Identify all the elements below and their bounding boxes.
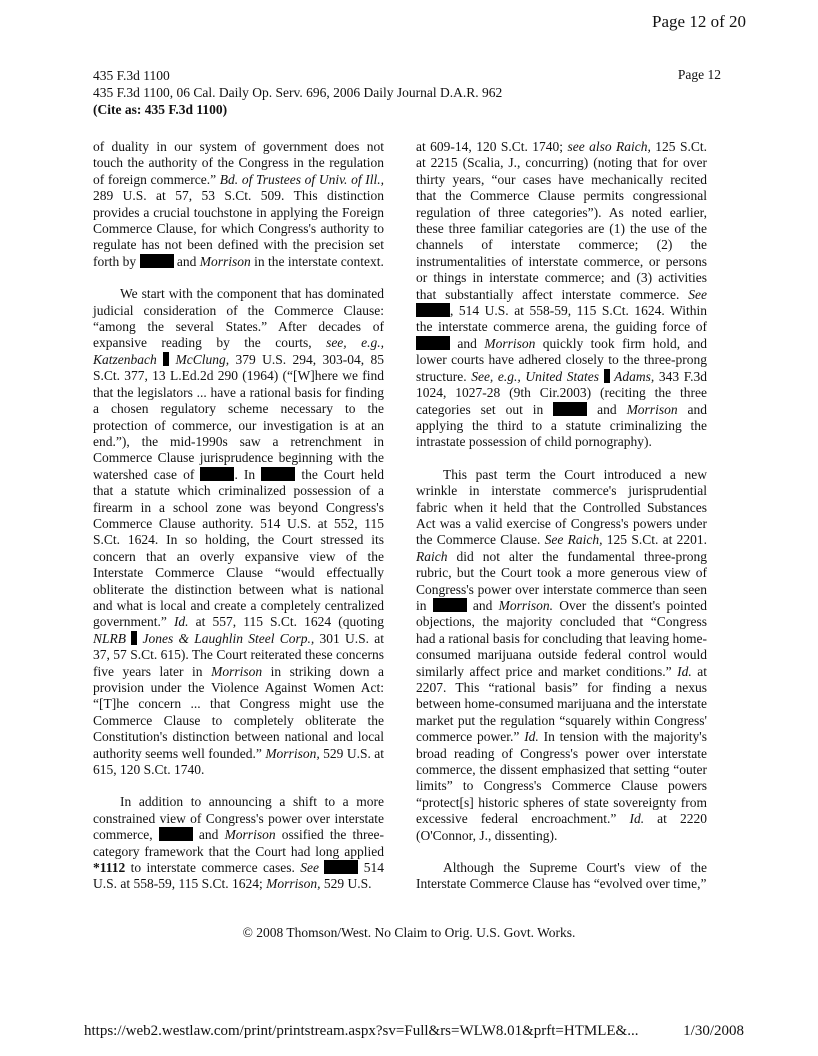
text-run: 529 U.S. at 615, 120 S.Ct. 1740. <box>93 745 384 778</box>
text-run: This past term the Court introduced a new wrinkle in interstate commerce's jurisprudential fabric when it held that the Controlled Substances Act was a valid exercise of Congress's powers under the Commerce Clause. <box>416 466 707 548</box>
text-run: 343 F.3d 1024, 1027-28 (9th Cir.2003) (reciting the three categories set out in <box>416 368 708 417</box>
text-run: at 2207. This “rational basis” for finding a nexus between home-consumed marijuana and the interstate market put the regulation “squarely within Congress' commerce power.” <box>416 663 707 745</box>
text-run: did not alter the fundamental three-prong rubric, but the Court took a more generous view of Congress's power over interstate commerce than seen in <box>416 548 707 613</box>
right-column <box>416 139 707 909</box>
text-run: Morrison <box>626 401 678 417</box>
text-run: at 557, 115 S.Ct. 1624 (quoting <box>188 614 384 630</box>
parallel-citations: 435 F.3d 1100, 06 Cal. Daily Op. Serv. 696, 2006 Daily Journal D.A.R. 962 <box>93 85 503 100</box>
text-run: see also Raich, <box>567 139 651 154</box>
text-run: Morrison, <box>265 745 320 761</box>
text-run: Raich <box>416 548 448 564</box>
text-run: In addition to announcing a shift to a more constrained view of Congress's power over interstate commerce, <box>93 794 384 843</box>
paragraph <box>416 467 707 844</box>
text-run: 301 U.S. at 37, 57 S.Ct. 615). The Court reiterated these concerns five years later in <box>93 630 384 679</box>
text-run: See <box>688 286 707 302</box>
paragraph <box>93 139 384 270</box>
text-run: See Raich, <box>544 532 603 548</box>
text-run: *1112 <box>93 860 126 876</box>
redaction <box>200 467 234 481</box>
text-run: and <box>466 597 499 613</box>
redaction <box>324 860 358 874</box>
text-run: to interstate commerce cases. <box>125 860 301 876</box>
redaction <box>261 467 295 481</box>
text-run: and applying the third to a statute criminalizing the intrastate possession of child pornography). <box>416 401 708 450</box>
text-run: quickly took firm hold, and lower courts have adhered closely to the three-prong structure. <box>416 335 708 384</box>
text-run: 125 S.Ct. at 2215 (Scalia, J., concurring) (noting that for over thirty years, “our cases have mechanically recited that the Commerce Clause permits congressional regulation of three categories”). As noted earlier, these three familiar categories are (1) the use of the channels of interstate commerce; (2) the instrumentalities of interstate commerce, or persons or things in interstate commerce; and (3) activities that substantially affect interstate commerce. <box>416 139 707 302</box>
text-run: Id. <box>524 729 539 745</box>
text-run: We start with the component that has dominated judicial consideration of the Commerce Clause: “among the several States.” After decades of expansive reading by the courts, <box>93 286 384 351</box>
paragraph <box>93 286 384 778</box>
text-run: 529 U.S. <box>320 876 372 892</box>
text-run: the Court held that a statute which criminalized possession of a firearm in a school zone was beyond Congress's Commerce Clause authority. 514 U.S. at 552, 115 S.Ct. 1624. In so holding, the Court stressed its concern that an overly expansive view of the Interstate Commerce Clause “would effectually obliterate the distinction between what is national and what is local and create a completely centralized government.” <box>93 466 384 630</box>
redaction <box>159 827 193 841</box>
text-run: ossified the three-category framework that the Court had long applied <box>93 827 385 859</box>
page-count: Page 12 of 20 <box>652 12 746 31</box>
copyright-notice: © 2008 Thomson/West. No Claim to Orig. U.S. Govt. Works. <box>242 925 576 940</box>
text-run: See, e.g., United States <box>471 368 599 384</box>
text-run: at 2220 (O'Connor, J., dissenting). <box>416 811 707 843</box>
text-run: Morrison <box>211 663 263 679</box>
redaction <box>416 303 450 317</box>
text-run: Bd. of Trustees of Univ. of Ill., <box>219 171 384 187</box>
redaction <box>140 254 174 268</box>
redaction <box>433 598 467 612</box>
left-column <box>93 139 384 909</box>
text-run: NLRB <box>93 630 127 646</box>
text-run: Morrison <box>484 335 536 351</box>
citation-header <box>93 67 502 118</box>
text-run: In tension with the majority's broad reading of Congress's power over interstate commerce, the dissent emphasized that setting “outer limits” to Congress's Commerce Clause powers “protect[s] historic spheres of state sovereignty from excessive federal encroachment.” <box>416 729 707 827</box>
redaction <box>416 336 450 350</box>
text-run: 289 U.S. at 57, 53 S.Ct. 509. This distinction provides a crucial touchstone in applying the Foreign Commerce Clause, for which Congress's authority to regulate has not been defined with the precision set forth by <box>93 188 384 269</box>
redaction <box>131 631 137 645</box>
redaction <box>163 352 169 366</box>
text-run: 125 S.Ct. at 2201. <box>602 532 707 548</box>
text-run: McClung, <box>175 351 230 367</box>
text-run: and <box>173 253 200 269</box>
text-run: Over the dissent's pointed objections, the majority concluded that “Congress had a rational basis for concluding that leaving home-consumed marijuana outside federal control would similarly affect price and market conditions.” <box>416 597 707 679</box>
text-run: See <box>300 860 319 876</box>
text-run: Morrison, <box>266 876 321 892</box>
print-url: https://web2.westlaw.com/print/printstream.aspx?sv=Full&rs=WLW8.01&prft=HTMLE&... <box>84 1023 639 1039</box>
text-run: and <box>192 827 225 843</box>
text-run: and <box>587 401 627 417</box>
text-run: in striking down a provision under the Violence Against Women Act: “[T]he concern ... that Congress might use the Commerce Clause to completely obliterate the Constitution's distinction between national and local authority seems well founded.” <box>93 663 384 761</box>
paragraph <box>93 794 384 892</box>
text-run: Id. <box>677 663 692 679</box>
text-run: in the interstate context. <box>250 253 384 269</box>
redaction <box>553 402 587 416</box>
text-run: Morrison <box>199 253 251 269</box>
text-run: Morrison <box>224 827 276 843</box>
text-run: of duality in our system of government does not touch the authority of the Congress in the regulation of foreign commerce.” <box>93 139 384 187</box>
text-run: see, e.g., Katzenbach <box>93 335 384 367</box>
text-run: Jones & Laughlin Steel Corp., <box>142 630 315 646</box>
text-run: 514 U.S. at 558-59, 115 S.Ct. 1624; <box>93 860 385 892</box>
text-run: . In <box>234 466 262 482</box>
text-run: Adams, <box>614 368 655 384</box>
text-run: at 609-14, 120 S.Ct. 1740; <box>416 139 568 154</box>
text-run: Id. <box>629 811 645 827</box>
text-run: , 514 U.S. at 558-59, 115 S.Ct. 1624. Within the interstate commerce arena, the guiding force of <box>416 303 707 335</box>
text-run: and <box>450 335 485 351</box>
print-date: 1/30/2008 <box>683 1023 744 1039</box>
cite-as: (Cite as: 435 F.3d 1100) <box>93 102 228 117</box>
page-number: Page 12 <box>677 67 721 82</box>
paragraph <box>416 139 707 451</box>
redaction <box>604 369 610 383</box>
reporter-citation: 435 F.3d 1100 <box>93 68 170 83</box>
paragraph: Although the Supreme Court's view of the Interstate Commerce Clause has “evolved over time,” <box>416 860 707 892</box>
text-run: Morrison. <box>498 597 554 613</box>
text-run: 379 U.S. 294, 303-04, 85 S.Ct. 377, 13 L.Ed.2d 290 (1964) (“[W]here we find that the legislators ... have a rational basis for finding a chosen regulatory scheme necessary to the protection of commerce, our investigation is at an end.”), the mid-1990s saw a retrenchment in Commerce Clause jurisprudence beginning with the watershed case of <box>93 351 384 482</box>
text-run: Id. <box>173 614 189 630</box>
